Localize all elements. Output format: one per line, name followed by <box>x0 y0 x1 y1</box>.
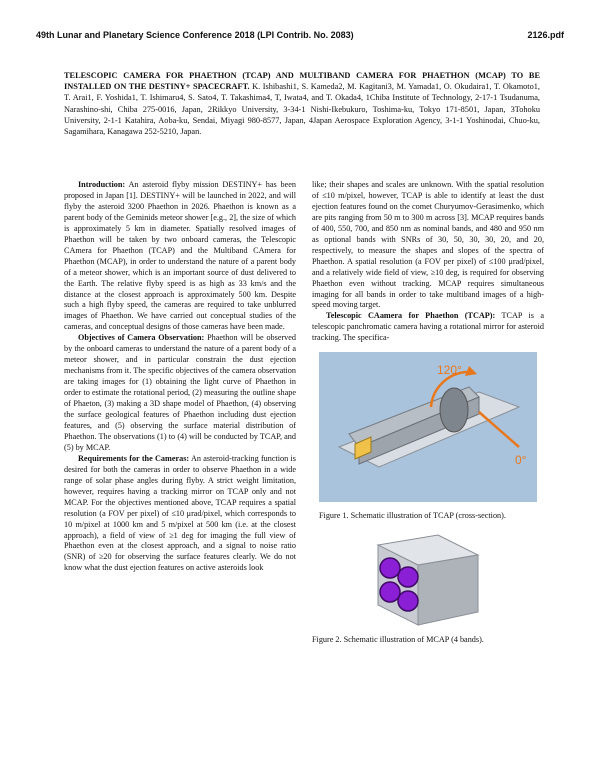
angle-120-label: 120° <box>437 363 462 378</box>
continued-paragraph <box>312 180 544 311</box>
objectives-heading: Objectives of Camera Observation: <box>78 333 205 343</box>
mcap-lens-2 <box>398 567 418 587</box>
requirements-text: An asteroid-tracking function is desired for both the cameras in order to observe Phaethon in a wide range of solar phase angles during flyby. A strict weight limitation, however, requires having a tracking mirror on TCAP only and not MCAP. For the objectives mentioned above, TCAP requires a spatial resolution (a FOV per pixel) of ≤10 μrad/pixel, which corresponds to 10 m/pixel at 1000 km and 5 m/pixel at 500 km (i.e. at the closest approach), a field of view of ≥1 deg for imaging the full view of Phaethon even at the closest approach, and a signal to noise ratio (SNR) of ≥20 for observing the surface features clearly. We do not know what the dust ejection features on active asteroids look <box>64 453 296 573</box>
figure-2-caption: Figure 2. Schematic illustration of MCAP (4 bands). <box>312 634 484 644</box>
figure-1-caption: Figure 1. Schematic illustration of TCAP (cross-section). <box>319 511 506 521</box>
objectives-text: Phaethon will be observed by the onboard cameras to understand the nature of a parent body of a meteor shower, and in particular constrain the dust ejection mechanisms from it. The specific objectives of the camera observation are taking images for (1) obtaining the light curve of Phaethon in order to estimate the rotational period, (2) measuring the outline shape of Phaeton, (3) making a 3D shape model of Phaethon, (4) observing the surface geological features of Phaethon including dust ejection features, and (5) observing the surface material distribution of Phaethon. The observations (1) to (4) will be conducted by TCAP, and (5) by MCAP. <box>64 333 297 452</box>
tcap-text: TCAP is a telescopic panchromatic camera having a rotational mirror for asteroid tracking. The specifica- <box>312 311 544 343</box>
figure-1 <box>319 352 537 522</box>
tcap-tracking-mirror <box>440 388 468 432</box>
objectives-paragraph <box>64 333 296 453</box>
file-name-header: 2126.pdf <box>527 30 564 40</box>
paper-title: TELESCOPIC CAMERA FOR PHAETHON (TCAP) AND MULTIBAND CAMERA FOR PHAETHON (MCAP) TO BE INSTALLED ON THE DESTINY+ SPACECRAFT. <box>64 71 540 92</box>
tcap-paragraph <box>312 311 544 344</box>
tcap-heading: Telescopic CAamera for Phaethon (TCAP): <box>326 311 496 321</box>
angle-0-label: 0° <box>515 453 527 468</box>
left-column <box>64 180 296 574</box>
mcap-illustration <box>368 530 488 630</box>
requirements-heading: Requirements for the Cameras: <box>78 453 190 463</box>
mcap-housing-side <box>418 555 478 625</box>
figure-2 <box>312 530 544 646</box>
intro-text: An asteroid flyby mission DESTINY+ has been proposed in Japan [1]. DESTINY+ will be launched in 2022, and will flyby the asteroid 3200 Phaethon in 2026. Phaethon is known as a parent body of the Geminids meteor shower [e.g., 2], the size of which is approximately 5 km in diameter. Spatially resolved images of Phaethon will be taken by two onboard cameras, the Telescopic CAmera for Phaethon (TCAP) and the Multiband CAmera for Phaethon (MCAP), in order to understand the nature of a parent body of a meteor shower, which is an important source of dust delivered to the Earth. The relative flyby speed is as high as 33 km/s and the distance at the closest approach is approximately 500 km. Despite such a high flyby speed, the cameras are required to take unblurred images of Phaethon. We have carried out conceptual studies of the cameras, and conceptual designs of those cameras have been made. <box>64 180 296 332</box>
intro-paragraph <box>64 180 296 333</box>
intro-heading: Introduction: <box>78 180 126 189</box>
authors-affiliations: K. Ishibashi1, S. Kameda2, M. Kagitani3, M. Yamada1, O. Okudaira1, T. Okamoto1, T. Arai1, F. Yoshida1, T. Ishimaru4, S. Sato4, T. Takashima4, T, Iwata4, and T. Okada4, 1Chiba Institute of Technology, 2-17-1 Tsudanuma, Narashino-shi, Chiba 275-0016, Japan, 2Rikkyo University, 3-34-1 Nishi-Ikebukuro, Toshima-ku, Tokyo 171-8501, Japan, 3Tohoku University, 2-1-1 Katahira, Aoba-ku, Sendai, Miyagi 980-8577, Japan, 4Japan Aerospace Exploration Agency, 3-1-1 Yoshinodai, Chuo-ku, Sagamihara, Kanagawa 252-5210, Japan. <box>64 82 540 137</box>
conference-header: 49th Lunar and Planetary Science Conference 2018 (LPI Contrib. No. 2083) <box>36 30 354 40</box>
paper-title-block <box>64 70 540 137</box>
continued-text: like; their shapes and scales are unknown. With the spatial resolution of ≤10 m/pixel, however, TCAP is able to identify at least the dust ejection features found on the comet Churyumov-Gerasimenko, which are pits ranging from 50 m to 300 m across [3]. MCAP requires bands of 400, 550, 700, and 850 nm as nominal bands, and 480 and 950 nm as optional bands with SNRs of 30, 50, 30, 30, 20, and 20, respectively, to measure the shapes and slopes of the spectra of Phaethon. A spatial resolution (a FOV per pixel) of ≤100 μrad/pixel, and a relatively wide field of view, ≥10 deg, is required for observing Phaethon even without tracking. MCAP requires simultaneous imaging for all bands in order to take multiband images of a high-speed moving target. <box>312 180 544 310</box>
mcap-lens-4 <box>398 591 418 611</box>
mcap-lens-1 <box>380 558 400 578</box>
mcap-lens-3 <box>380 582 400 602</box>
right-column <box>312 180 544 645</box>
requirements-paragraph <box>64 454 296 574</box>
tcap-illustration <box>319 352 537 502</box>
